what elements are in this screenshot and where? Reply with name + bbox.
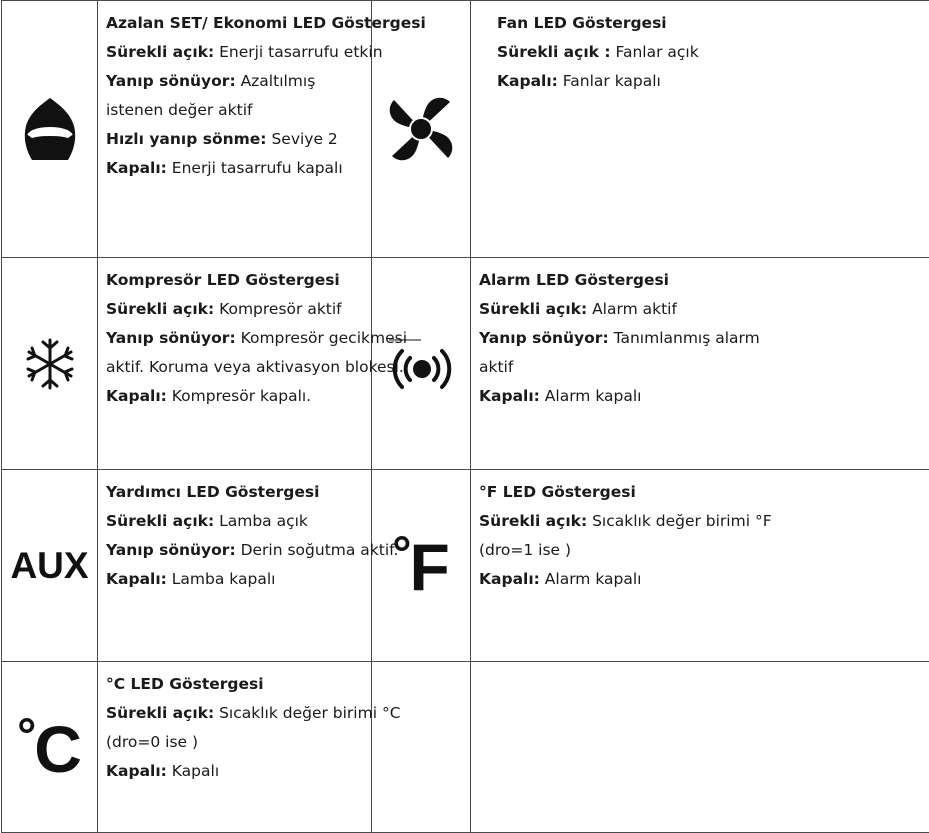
state-label: Hızlı yanıp sönme: (106, 130, 267, 148)
led-title: Alarm LED Göstergesi (479, 266, 923, 295)
state-label: Kapalı: (106, 387, 167, 405)
icon-cell (2, 1, 98, 258)
state-label: Kapalı: (106, 762, 167, 780)
led-description (98, 258, 372, 470)
state-text: Alarm kapalı (540, 387, 642, 405)
state-text: Enerji tasarrufu etkin (214, 43, 382, 61)
led-description (98, 662, 372, 833)
state-text: Kompresör aktif (214, 300, 341, 318)
led-description (471, 1, 929, 258)
led-title: °C LED Göstergesi (106, 670, 365, 699)
state-text: aktif (479, 358, 513, 376)
icon-cell (372, 470, 471, 662)
state-text: Azaltılmış (236, 72, 316, 90)
icon-cell (2, 662, 98, 833)
state-text: Derin soğutma aktif. (236, 541, 399, 559)
table-row (2, 1, 929, 258)
led-description (471, 470, 929, 662)
table-row (2, 662, 929, 833)
state-label: Sürekli açık: (106, 704, 214, 722)
state-text: Alarm kapalı (540, 570, 642, 588)
led-title: Fan LED Göstergesi (497, 9, 923, 38)
led-description (471, 258, 929, 470)
economy-drop-icon (22, 96, 78, 162)
state-text: istenen değer aktif (106, 101, 252, 119)
state-label: Kapalı: (479, 570, 540, 588)
state-label: Yanıp sönüyor: (106, 541, 236, 559)
state-text: Kompresör gecikmesi (236, 329, 407, 347)
state-text: Fanlar kapalı (558, 72, 661, 90)
led-description (98, 470, 372, 662)
state-text: Kapalı (167, 762, 219, 780)
state-text: Seviye 2 (267, 130, 338, 148)
state-label: Sürekli açık: (106, 512, 214, 530)
table-row (2, 258, 929, 470)
led-indicator-table (1, 0, 929, 833)
state-text: (dro=1 ise ) (479, 541, 571, 559)
state-label: Sürekli açık: (106, 43, 214, 61)
state-text: (dro=0 ise ) (106, 733, 198, 751)
state-text: Alarm aktif (587, 300, 677, 318)
state-label: Sürekli açık : (497, 43, 611, 61)
state-label: Sürekli açık: (479, 512, 587, 530)
snowflake-icon (22, 336, 78, 392)
state-label: Yanıp sönüyor: (479, 329, 609, 347)
state-text: Tanımlanmış alarm (609, 329, 760, 347)
state-text: Lamba kapalı (167, 570, 276, 588)
led-title: Kompresör LED Göstergesi (106, 266, 365, 295)
led-title: °F LED Göstergesi (479, 478, 923, 507)
state-text: aktif. Koruma veya aktivasyon blokesi. (106, 358, 404, 376)
state-label: Kapalı: (479, 387, 540, 405)
icon-cell (372, 1, 471, 258)
state-text: Sıcaklık değer birimi °C (214, 704, 400, 722)
state-label: Sürekli açık: (106, 300, 214, 318)
state-label: Yanıp sönüyor: (106, 72, 236, 90)
state-label: Kapalı: (106, 159, 167, 177)
state-label: Kapalı: (106, 570, 167, 588)
icon-cell (2, 258, 98, 470)
led-description (98, 1, 372, 258)
empty-cell (471, 662, 929, 833)
led-title: Yardımcı LED Göstergesi (106, 478, 365, 507)
state-text: Enerji tasarrufu kapalı (167, 159, 343, 177)
fan-icon (386, 94, 456, 164)
empty-cell (372, 662, 471, 833)
state-label: Yanıp sönüyor: (106, 329, 236, 347)
state-text: Fanlar açık (611, 43, 699, 61)
state-text: Lamba açık (214, 512, 308, 530)
table-row (2, 470, 929, 662)
state-label: Sürekli açık: (479, 300, 587, 318)
aux-icon: AUX (10, 545, 88, 586)
icon-cell (2, 470, 98, 662)
state-text: Sıcaklık değer birimi °F (587, 512, 771, 530)
state-label: Kapalı: (497, 72, 558, 90)
celsius-icon: °C (17, 712, 82, 786)
state-text: Kompresör kapalı. (167, 387, 311, 405)
led-title: Azalan SET/ Ekonomi LED Göstergesi (106, 9, 365, 38)
fahrenheit-icon: °F (392, 530, 450, 604)
